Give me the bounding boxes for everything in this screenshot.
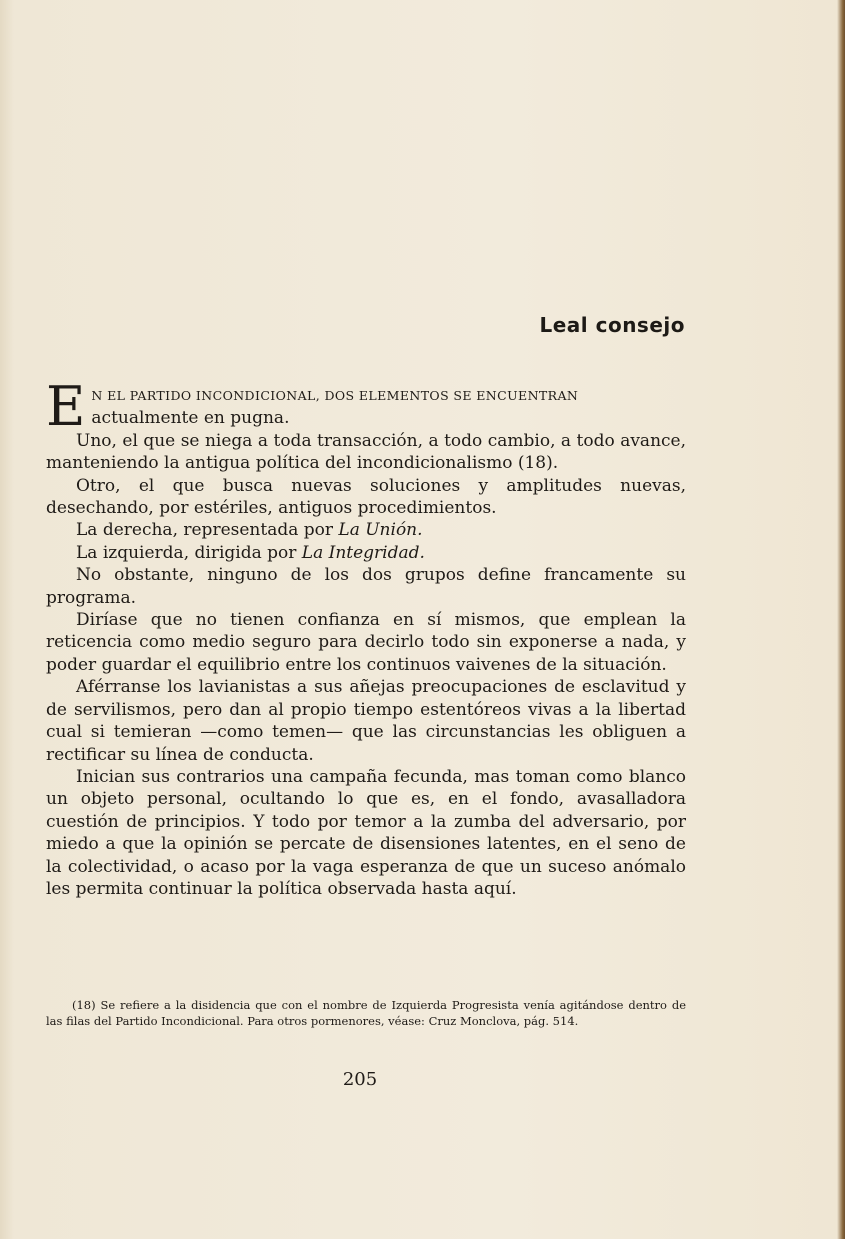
paragraph-aferranse: Aférranse los lavianistas a sus añejas preocupaciones de esclavitud y de servilismos, pero dan al propio tiempo estentóreos vivas a la libertad cual si temieran —como temen— que las circunstancias les obliguen a rectificar su línea de conducta. (46, 677, 686, 765)
derecha-prefix: La derecha, representada por (76, 520, 339, 541)
izquierda-prefix: La izquierda, dirigida por (76, 542, 302, 563)
paragraph-no-obstante: No obstante, ninguno de los dos grupos define francamente su programa. (46, 565, 686, 608)
page-number: 205 (342, 1069, 378, 1090)
paragraph-otro: Otro, el que busca nuevas soluciones y amplitudes nuevas, desechando, por estériles, antiguos procedimientos. (46, 475, 686, 519)
opening-paragraph (46, 375, 686, 438)
paragraph-diriase: Diríase que no tienen confianza en sí mismos, que emplean la reticencia como medio seguro para decirlo todo sin exponerse a nada, y poder guardar el equilibrio entre los continuos vaivenes de la situación. (46, 610, 686, 675)
chapter-title: Leal consejo (539, 313, 685, 337)
drop-cap: E (46, 375, 86, 438)
izquierda-newspaper: La Integridad. (301, 542, 425, 563)
opening-rest: actualmente en pugna. (91, 408, 290, 429)
paragraph-inician: Inician sus contrarios una campaña fecunda, mas toman como blanco un objeto personal, ocultando lo que es, en el fondo, avasalladora cuestión de principios. Y todo por temor a la zumba del adversario, por miedo a que la opinión se percate de disensiones latentes, en el seno de la colectividad, o acaso por la vaga esperanza de que un suceso anómalo les permita continuar la política observada hasta aquí. (46, 766, 686, 899)
derecha-newspaper: La Unión. (338, 520, 423, 541)
footnote (46, 997, 686, 1029)
body-text (46, 375, 686, 900)
page-edge-shadow (837, 0, 845, 1239)
paragraph-derecha (46, 519, 686, 541)
footnote-18: (18) Se refiere a la disidencia que con el nombre de Izquierda Progresista venía agitándose dentro de las filas del Partido Incondicional. Para otros pormenores, véase: Cruz Monclova, pág. 514. (46, 998, 686, 1028)
opening-smallcaps: N EL PARTIDO INCONDICIONAL, DOS ELEMENTOS SE ENCUENTRAN (91, 388, 579, 403)
paragraph-uno: Uno, el que se niega a toda transacción, a todo cambio, a todo avance, manteniendo la antigua política del incondicionalismo (18). (46, 430, 686, 474)
paragraph-izquierda (46, 542, 686, 564)
